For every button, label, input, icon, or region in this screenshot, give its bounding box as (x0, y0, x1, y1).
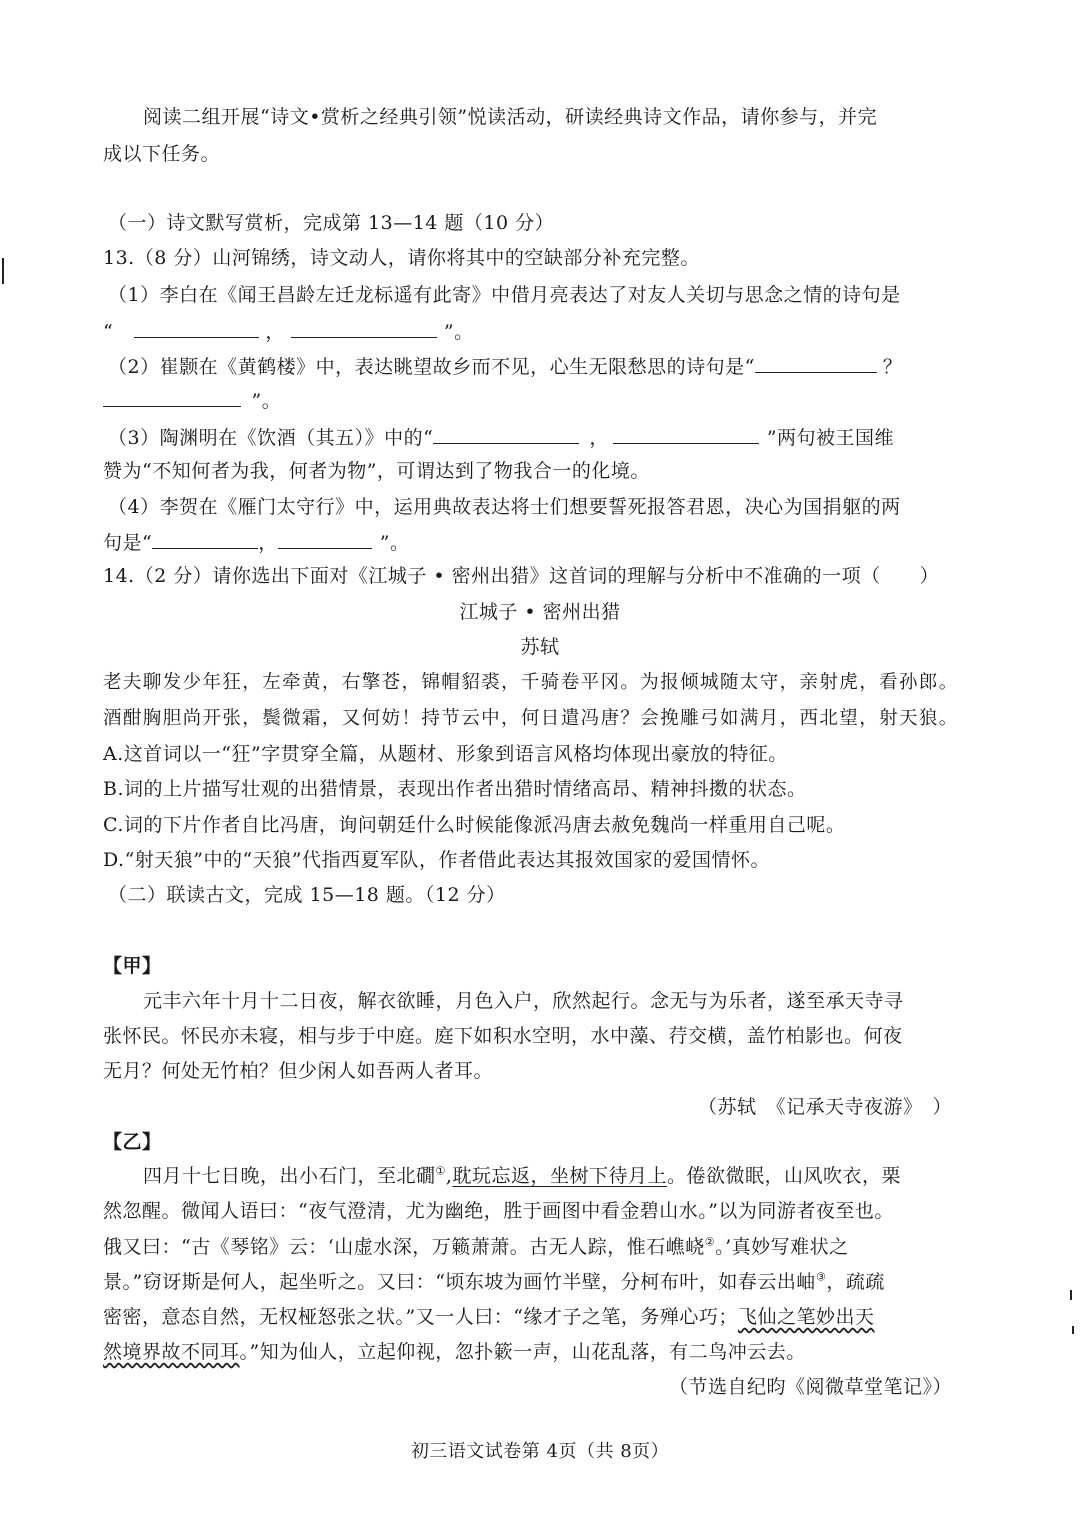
q13-part3-prompt: （3）陶渊明在《饮酒（其五）》中的“ (108, 427, 434, 449)
close-quote: ”。 (379, 532, 410, 554)
open-quote: “ (103, 321, 114, 343)
q13-part1-text: （1）李白在《闻王昌龄左迁龙标遥有此寄》中借月亮表达了对友人关切与思念之情的诗句是 (108, 284, 901, 306)
text-segment: 。’真妙写难状之 (715, 1236, 849, 1258)
wavy-underlined-sentence: 然境界故不同耳 (103, 1341, 240, 1363)
intro-line-1: 阅读二组开展“诗文•赏析之经典引领”悦读活动，研读经典诗文作品，请你参与，并完 (143, 106, 878, 128)
section1-title: （一）诗文默写赏析，完成第 13—14 题（10 分） (108, 212, 555, 234)
text-segment: 景。”窃讶斯是何人，起坐听之。又曰：“顷东坡为画竹半壁，分柯布叶，如春云出岫 (103, 1271, 816, 1293)
passage-jia-source: （苏轼 《记承天寺夜游》 ） (697, 1096, 952, 1118)
q13-part2-prompt: （2）崔颢在《黄鹤楼》中，表达眺望故乡而不见，心生无限愁思的诗句是“ (108, 356, 755, 378)
q13-part2-text (108, 352, 902, 381)
passage-yi-line-2: 然忽醒。微闻人语曰：“夜气澄清，尤为幽绝，胜于画图中看金碧山水。”以为同游者夜至也。 (103, 1200, 894, 1222)
passage-yi-line-3 (103, 1233, 849, 1261)
scan-edge-mark (1072, 1326, 1074, 1334)
q13-part4-text: （4）李贺在《雁门太守行》中，运用典故表达将士们想要誓死报答君恩，决心为国捐躯的两 (108, 496, 901, 518)
q13-part3-suffix: ”两句被王国维 (766, 427, 895, 449)
comma: ， (258, 532, 278, 554)
passage-yi-line-5 (103, 1303, 874, 1331)
answer-blank[interactable] (152, 528, 258, 549)
passage-jia-line-3: 无月？何处无竹柏？但少闲人如吾两人者耳。 (103, 1060, 494, 1082)
intro-line-2: 成以下任务。 (103, 143, 221, 165)
text-segment: 。”知为仙人，立起仰视，忽扑簌一声，山花乱落，有二鸟冲云去。 (239, 1341, 806, 1363)
text-segment: ，疏疏 (826, 1271, 885, 1293)
poem-title: 江城子 • 密州出猎 (459, 601, 621, 623)
page-footer: 初三语文试卷第 4页（共 8页） (410, 1441, 670, 1462)
passage-yi-line-6 (103, 1338, 806, 1366)
wavy-underlined-sentence: 飞仙之笔妙出天 (737, 1306, 875, 1328)
question-mark: ？ (882, 356, 903, 378)
answer-blank[interactable] (291, 317, 437, 338)
q14-option-c[interactable]: C.词的下片作者自比冯唐，询问朝廷什么时候能像派冯唐去赦免魏尚一样重用自己呢。 (103, 814, 846, 836)
q13-part4-prompt: 句是“ (103, 532, 153, 554)
text-segment: 。倦欲微眠，山风吹衣，栗 (666, 1165, 901, 1187)
passage-yi-line-4 (103, 1268, 885, 1296)
poem-line-1: 老夫聊发少年狂，左牵黄，右擎苍，锦帽貂裘，千骑卷平冈。为报倾城随太守，亲射虎，看孙郎。 (103, 672, 959, 693)
passage-yi-label: 【乙】 (103, 1131, 162, 1153)
passage-jia-line-1: 元丰六年十月十二日夜，解衣欲睡，月色入户，欣然起行。念无与为乐者，遂至承天寺寻 (143, 990, 904, 1012)
q14-option-d[interactable]: D.“射天狼”中的“天狼”代指西夏军队，作者借此表达其报效国家的爱国情怀。 (103, 849, 770, 871)
answer-blank[interactable] (433, 423, 579, 444)
comma: ， (589, 427, 609, 449)
poem-author: 苏轼 (520, 636, 560, 658)
q14-option-b[interactable]: B.词的上片描写壮观的出猎情景，表现出作者出猎时情绪高昂、精神抖擞的状态。 (103, 778, 807, 800)
close-quote: ”。 (443, 321, 474, 343)
passage-yi-line-1 (143, 1162, 901, 1190)
q13-part4-line2 (103, 528, 409, 557)
q13-part3-text (108, 423, 894, 452)
answer-blank[interactable] (103, 386, 241, 407)
text-segment: , (445, 1165, 453, 1187)
poem-line-2: 酒酣胸胆尚开张，鬓微霜，又何妨！持节云中，何日遣冯唐？会挽雕弓如满月，西北望，射天狼。 (103, 708, 959, 729)
q13-part3-line2: 赞为“不知何者为我，何者为物”，可谓达到了物我合一的化境。 (103, 460, 650, 482)
answer-blank[interactable] (755, 352, 877, 373)
passage-yi-source: （节选自纪昀《阅微草堂笔记》） (668, 1376, 952, 1398)
q13-stem: 13.（8 分）山河锦绣，诗文动人，请你将其中的空缺部分补充完整。 (103, 247, 700, 269)
scan-edge-mark (1070, 1290, 1072, 1300)
q13-part1-answer-line (103, 317, 474, 346)
passage-jia-line-2: 张怀民。怀民亦未寝，相与步于中庭。庭下如积水空明，水中藻、荇交横，盖竹柏影也。何夜 (103, 1025, 903, 1047)
comma: ， (265, 321, 285, 343)
answer-blank[interactable] (134, 317, 259, 338)
q13-part2-line2 (103, 386, 281, 415)
q14-option-a[interactable]: A.这首词以一“狂”字贯穿全篇，从题材、形象到语言风格均体现出豪放的特征。 (103, 743, 788, 765)
footnote-marker: ① (435, 1164, 446, 1178)
footnote-marker: ② (704, 1235, 716, 1249)
answer-blank[interactable] (278, 528, 372, 549)
close-quote: ”。 (251, 390, 282, 412)
text-segment: 四月十七日晚，出小石门，至北礀 (143, 1165, 436, 1187)
text-segment: 密密，意态自然，无权桠怒张之状。”又一人曰：“缘才子之笔，务殚心巧； (103, 1306, 738, 1328)
answer-blank[interactable] (613, 423, 759, 444)
q14-stem: 14.（2 分）请你选出下面对《江城子 • 密州出猎》这首词的理解与分析中不准确的一项（ ） (103, 565, 940, 587)
text-segment: 俄又曰：“古《琴铭》云：‘山虚水深，万籁萧萧。古无人踪，惟石嶕峣 (103, 1236, 705, 1258)
section2-title: （二）联读古文，完成 15—18 题。（12 分） (108, 884, 506, 906)
underlined-sentence: 耽玩忘返，坐树下待月上 (452, 1165, 667, 1187)
passage-jia-label: 【甲】 (103, 955, 162, 977)
scan-edge-mark (2, 258, 4, 284)
footnote-marker: ③ (815, 1270, 827, 1284)
